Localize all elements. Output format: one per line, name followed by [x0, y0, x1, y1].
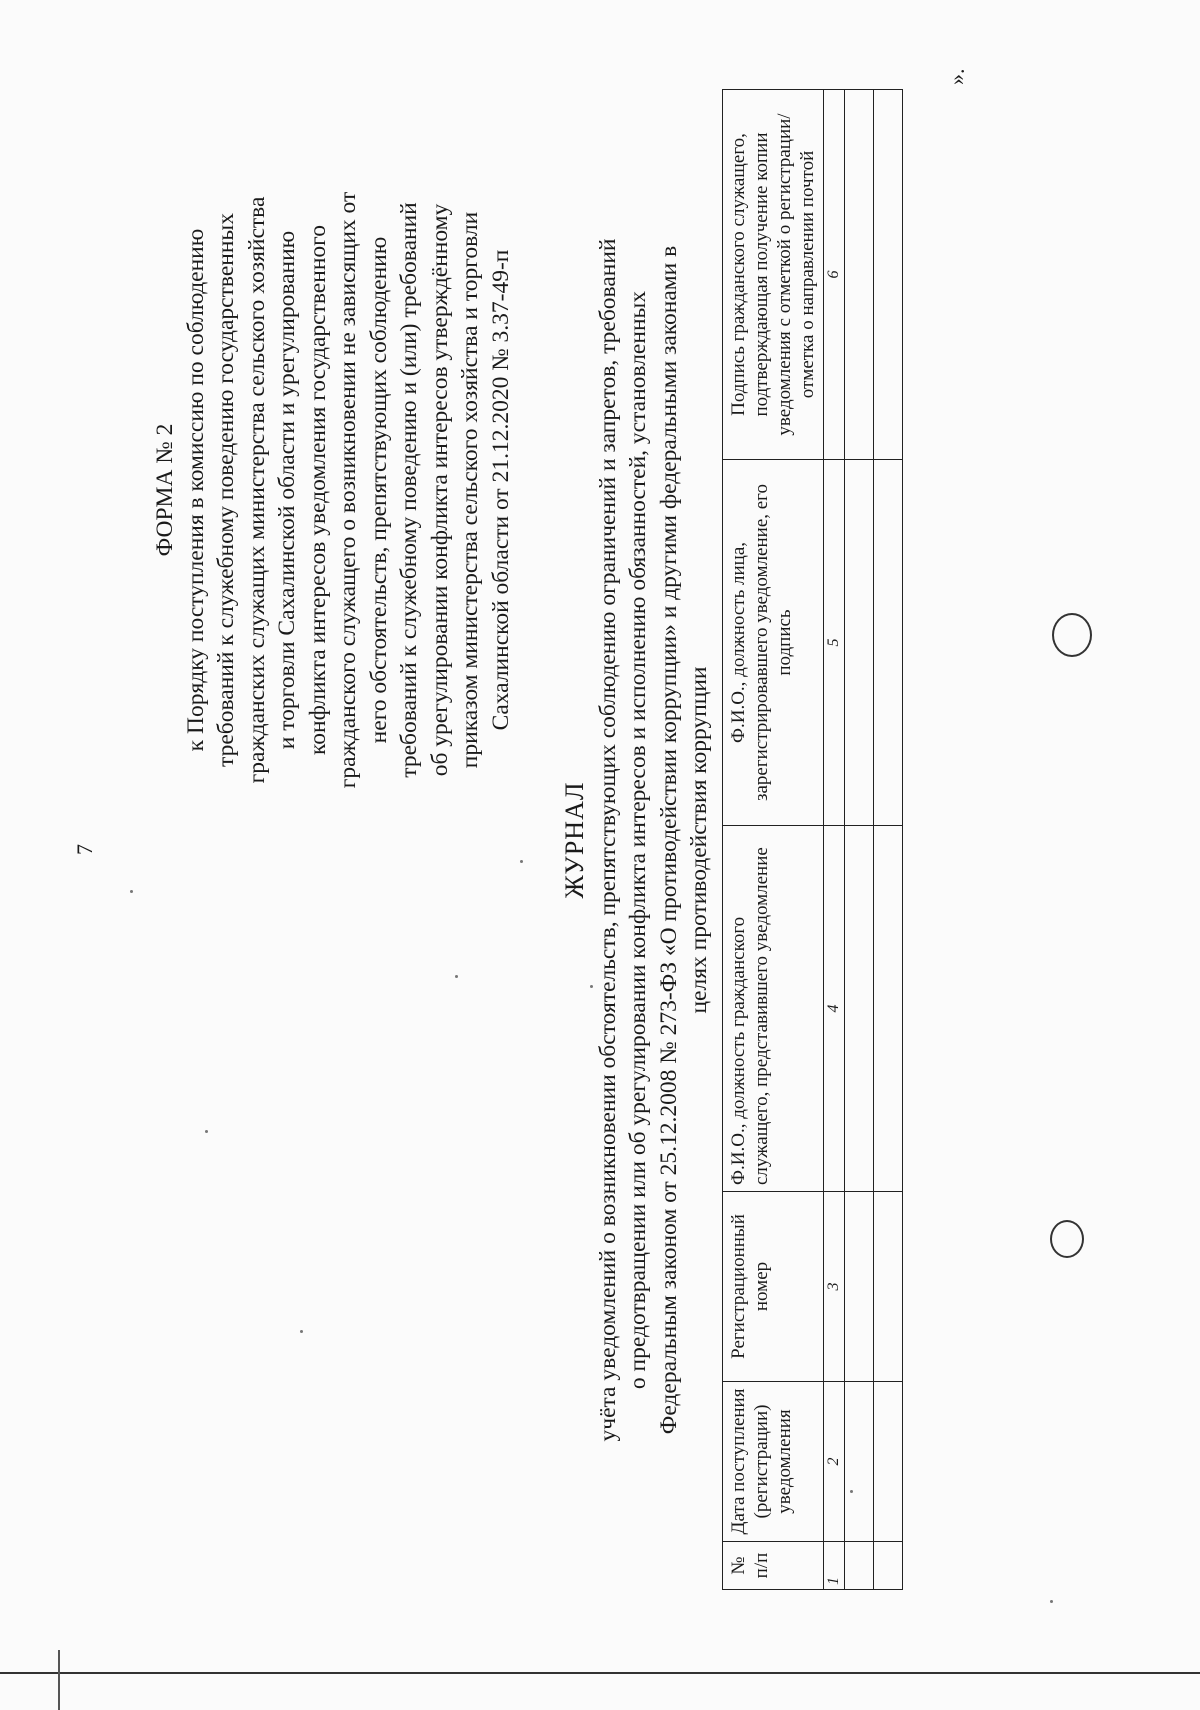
table-row: [845, 90, 874, 1590]
column-number-cell: 1: [824, 1542, 845, 1590]
table-header-row: [723, 90, 824, 1590]
journal-subtitle-line: о предотвращении или об урегулировании конфликта интересов и исполнению обязанностей, установленных: [625, 290, 651, 1390]
appendix-line: требований к служебному поведению и (или) требований: [396, 202, 422, 778]
journal-heading: [560, 70, 715, 1610]
appendix-block: [150, 130, 516, 850]
column-number-cell: 3: [824, 1192, 845, 1382]
appendix-line: него обстоятельств, препятствующих соблюдению: [365, 236, 392, 744]
journal-title: ЖУРНАЛ: [560, 781, 589, 899]
journal-subtitle-line: учёта уведомлений о возникновении обстоятельств, препятствующих соблюдению ограничений и запретов, требований: [594, 238, 621, 1442]
journal-subtitle-line: целях противодействия коррупции: [686, 666, 712, 1014]
column-number-cell: 5: [824, 460, 845, 826]
appendix-line: Сахалинской области от 21.12.2020 № 3.37-49-п: [487, 249, 514, 731]
table-cell: [845, 1542, 874, 1590]
table-cell: [874, 1542, 903, 1590]
notification-log-table: [722, 89, 903, 1590]
header-cell-employee: Ф.И.О., должность гражданского служащего, представившего уведомление: [723, 826, 824, 1192]
appendix-line: гражданского служащего о возникновении не зависящих от: [335, 191, 361, 789]
header-cell-reg-number: Регистрационный номер: [723, 1192, 824, 1382]
table-row: [874, 90, 903, 1590]
appendix-line: об урегулировании конфликта интересов утверждённому: [426, 203, 453, 777]
scan-bottom-line: [0, 1672, 1200, 1674]
table-cell: [845, 1382, 874, 1542]
table-cell: [874, 90, 903, 460]
scan-speck: [130, 890, 133, 893]
table-cell: [845, 460, 874, 826]
document-content: [150, 70, 1050, 1610]
header-cell-date: Дата поступления (регистрации) уведомления: [723, 1382, 824, 1542]
appendix-line: гражданских служащих министерства сельского хозяйства: [243, 196, 270, 784]
table-cell: [845, 90, 874, 460]
page-number: 7: [72, 844, 97, 855]
closing-quote-mark: ».: [944, 68, 969, 85]
column-number-cell: 6: [824, 90, 845, 460]
table-cell: [874, 826, 903, 1192]
pencil-circle-mark: [1052, 613, 1092, 657]
journal-subtitle-line: Федеральным законом от 25.12.2008 № 273-ФЗ «О противодействии коррупции» и другими федеральными законами в: [655, 245, 682, 1435]
scan-speck: [1050, 1600, 1053, 1603]
table-cell: [874, 1192, 903, 1382]
form-title: ФОРМА № 2: [152, 423, 178, 557]
header-cell-number: № п/п: [723, 1542, 824, 1590]
column-number-cell: 4: [824, 826, 845, 1192]
scan-left-edge: [58, 1650, 60, 1710]
header-cell-registrar: Ф.И.О., должность лица, зарегистрировавшего уведомление, его подпись: [723, 460, 824, 826]
appendix-line: требований к служебному поведению государственных: [213, 213, 239, 767]
header-cell-signature: Подпись гражданского служащего, подтверждающая получение копии уведомления с отметкой о регистрации/ отметка о направлении почтой: [723, 90, 824, 460]
appendix-line: конфликта интересов уведомления государственного: [304, 225, 331, 755]
column-number-cell: 2: [824, 1382, 845, 1542]
table-cell: [845, 1192, 874, 1382]
appendix-line: и торговли Сахалинской области и урегулированию: [274, 230, 300, 750]
appendix-line: к Порядку поступления в комиссию по соблюдению: [182, 228, 209, 752]
appendix-line: приказом министерства сельского хозяйства и торговли: [457, 211, 483, 769]
table-cell: [845, 826, 874, 1192]
column-number-row: [824, 90, 845, 1590]
pencil-circle-mark: [1050, 1220, 1084, 1258]
table-cell: [874, 460, 903, 826]
table-cell: [874, 1382, 903, 1542]
